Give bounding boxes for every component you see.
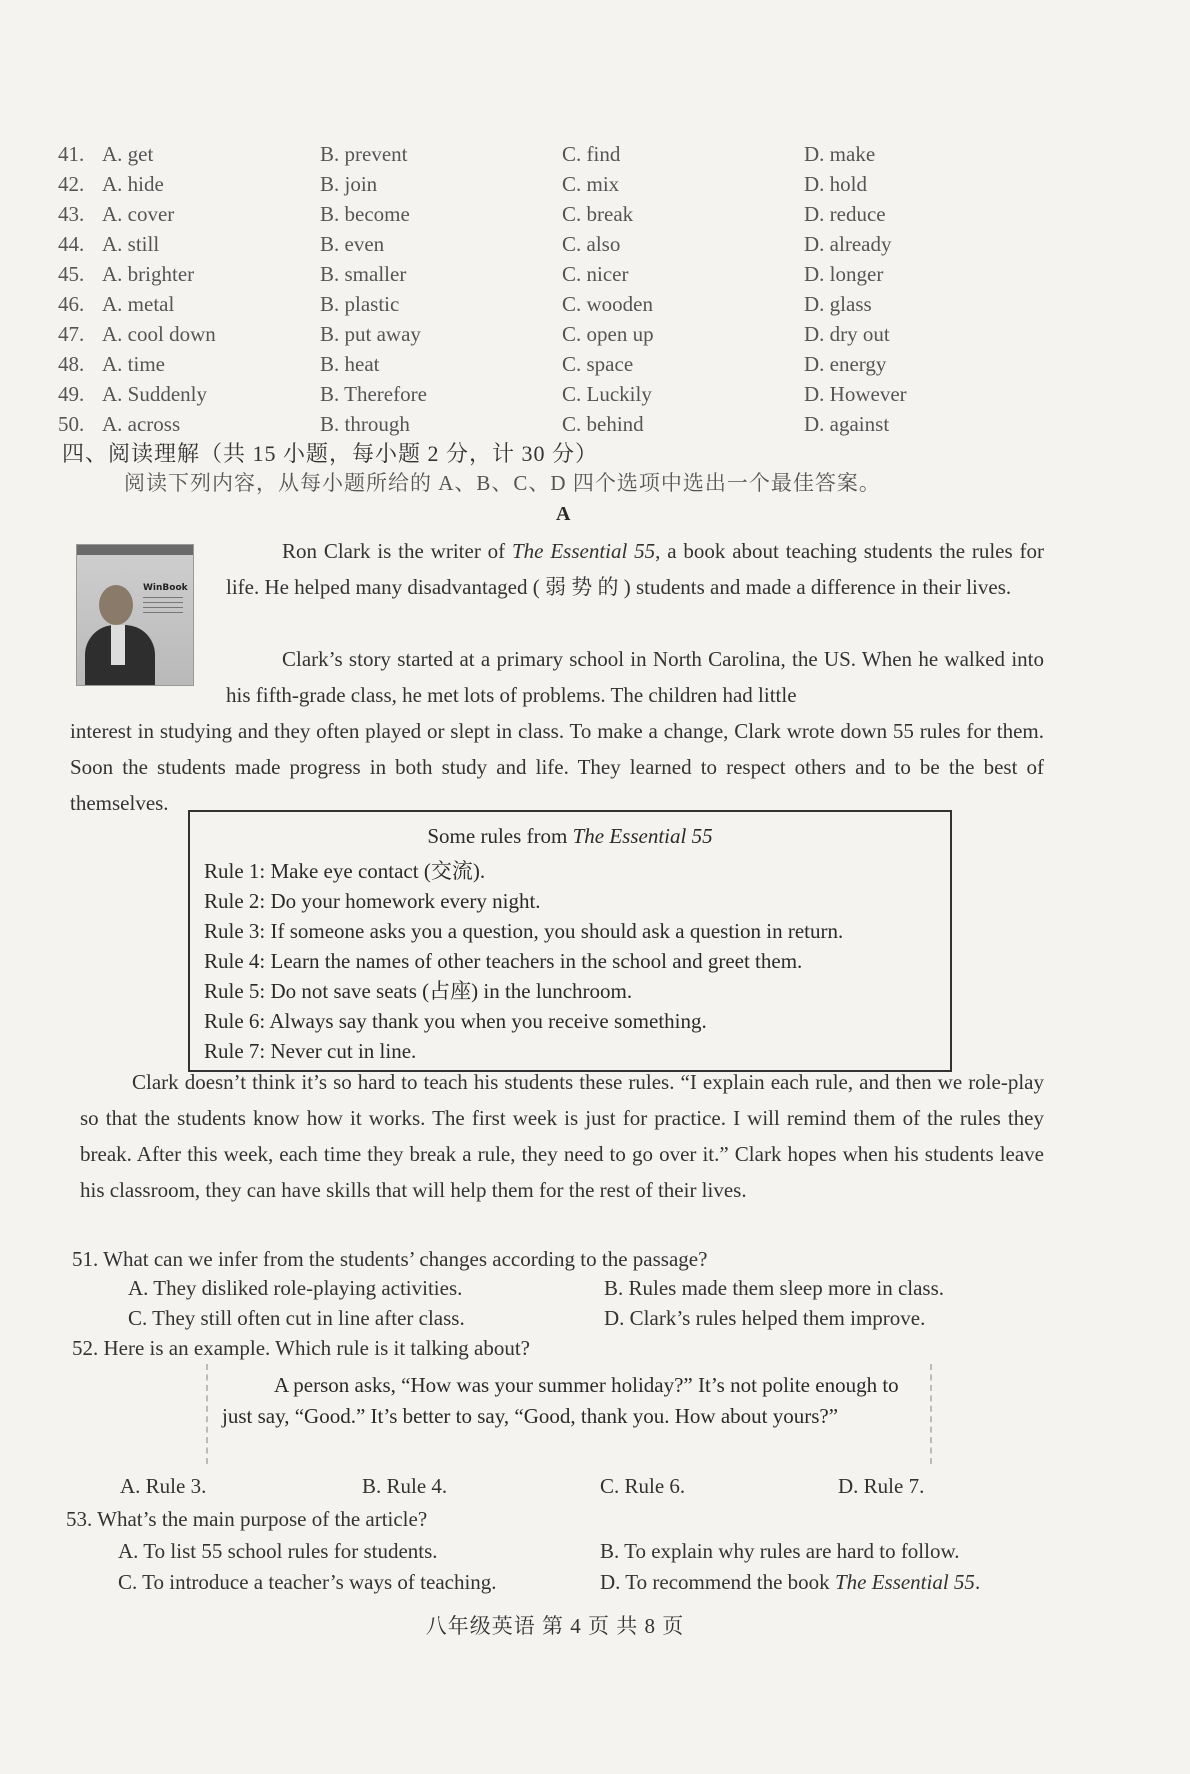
cloze-option-c[interactable]: C. mix	[562, 172, 620, 196]
cloze-option-d[interactable]: D. against	[804, 412, 890, 436]
q53-d-text: D. To recommend the book	[600, 1570, 835, 1594]
person-shirt	[111, 625, 125, 665]
cloze-row	[58, 262, 938, 292]
q53-d-book: The Essential 55	[834, 1570, 975, 1594]
rule-item: Rule 5: Do not save seats (占座) in the lunchroom.	[204, 979, 633, 1003]
p1-text-after: , a book about teaching students the rules for life. He helped many disadvantaged ( 弱 势 的 ) students and made a difference in their lives.	[226, 539, 1044, 599]
q51-option-d[interactable]: D. Clark’s rules helped them improve.	[604, 1306, 926, 1330]
cloze-row	[58, 142, 938, 172]
q51-option-a[interactable]: A. They disliked role-playing activities.	[128, 1276, 463, 1300]
cloze-option-c[interactable]: C. open up	[562, 322, 654, 346]
cloze-option-d[interactable]: D. However	[804, 382, 907, 406]
cloze-option-b[interactable]: B. become	[320, 202, 410, 226]
cloze-question-number: 47.	[58, 322, 85, 346]
cloze-option-a[interactable]: A. cool down	[102, 322, 216, 346]
question-53-stem: 53. What’s the main purpose of the article?	[66, 1507, 428, 1531]
cloze-question-number: 44.	[58, 232, 85, 256]
cloze-option-d[interactable]: D. glass	[804, 292, 872, 316]
rule-item: Rule 4: Learn the names of other teachers in the school and greet them.	[204, 949, 803, 973]
cloze-option-a[interactable]: A. across	[102, 412, 181, 436]
cloze-option-a[interactable]: A. metal	[102, 292, 175, 316]
cloze-options	[58, 142, 938, 442]
example-box	[206, 1364, 932, 1464]
rules-title-book: The Essential 55	[572, 824, 713, 848]
q51-option-c[interactable]: C. They still often cut in line after class.	[128, 1306, 465, 1330]
book-spine	[77, 545, 193, 555]
cloze-option-c[interactable]: C. space	[562, 352, 634, 376]
cloze-question-number: 48.	[58, 352, 85, 376]
cloze-option-d[interactable]: D. already	[804, 232, 892, 256]
cloze-option-b[interactable]: B. through	[320, 412, 410, 436]
rules-title	[190, 824, 950, 849]
q52-option-c[interactable]: C. Rule 6.	[600, 1474, 686, 1498]
cloze-option-b[interactable]: B. plastic	[320, 292, 400, 316]
cloze-question-number: 45.	[58, 262, 85, 286]
q51-option-b[interactable]: B. Rules made them sleep more in class.	[604, 1276, 945, 1300]
example-text: A person asks, “How was your summer holiday?” It’s not polite enough to just say, “Good.” It’s better to say, “Good, thank you. How about yours?”	[222, 1373, 899, 1428]
cloze-option-d[interactable]: D. longer	[804, 262, 884, 286]
q53-option-d[interactable]	[600, 1570, 980, 1595]
q53-option-a[interactable]: A. To list 55 school rules for students.	[118, 1539, 438, 1563]
rule-item: Rule 3: If someone asks you a question, you should ask a question in return.	[204, 919, 844, 943]
cloze-option-b[interactable]: B. heat	[320, 352, 380, 376]
rules-title-text: Some rules from	[427, 824, 573, 848]
page-footer: 八年级英语 第 4 页 共 8 页	[425, 1614, 685, 1638]
cloze-option-c[interactable]: C. wooden	[562, 292, 653, 316]
book-cover-lines	[143, 597, 183, 615]
book-title: The Essential 55	[511, 539, 656, 563]
cloze-option-c[interactable]: C. nicer	[562, 262, 629, 286]
cloze-option-b[interactable]: B. join	[320, 172, 378, 196]
cloze-option-b[interactable]: B. Therefore	[320, 382, 427, 406]
cloze-option-d[interactable]: D. make	[804, 142, 876, 166]
cloze-question-number: 41.	[58, 142, 85, 166]
paragraph-3: Clark doesn’t think it’s so hard to teach his students these rules. “I explain each rule, and then we role-play so that the students know how it works. The first week is just for practice. I will remind them of the rules they break. After this week, each time they break a rule, they need to go over it.” Clark hopes when his students leave his classroom, they can have skills that will help them for the rest of their lives.	[80, 1070, 1044, 1202]
cloze-question-number: 42.	[58, 172, 85, 196]
cloze-question-number: 46.	[58, 292, 85, 316]
cloze-option-c[interactable]: C. find	[562, 142, 621, 166]
section-instruction: 阅读下列内容，从每小题所给的 A、B、C、D 四个选项中选出一个最佳答案。	[124, 471, 881, 495]
cloze-option-d[interactable]: D. dry out	[804, 322, 890, 346]
cloze-option-a[interactable]: A. still	[102, 232, 160, 256]
q52-option-a[interactable]: A. Rule 3.	[120, 1474, 207, 1498]
person-head	[99, 585, 133, 625]
cloze-row	[58, 322, 938, 352]
rules-box	[188, 810, 952, 1072]
question-52-stem: 52. Here is an example. Which rule is it talking about?	[72, 1336, 530, 1360]
book-cover-title: WinBook	[143, 583, 188, 593]
cloze-question-number: 49.	[58, 382, 85, 406]
cloze-question-number: 50.	[58, 412, 85, 436]
cloze-option-a[interactable]: A. brighter	[102, 262, 195, 286]
rule-item: Rule 7: Never cut in line.	[204, 1039, 417, 1063]
cloze-option-a[interactable]: A. Suddenly	[102, 382, 207, 406]
cloze-option-b[interactable]: B. prevent	[320, 142, 408, 166]
rule-item: Rule 2: Do your homework every night.	[204, 889, 541, 913]
cloze-option-a[interactable]: A. hide	[102, 172, 164, 196]
paragraph-1	[226, 533, 1044, 605]
section-title: 四、阅读理解（共 15 小题，每小题 2 分，计 30 分）	[62, 441, 599, 466]
cloze-row	[58, 352, 938, 382]
q52-option-b[interactable]: B. Rule 4.	[362, 1474, 448, 1498]
cloze-row	[58, 172, 938, 202]
rules-list	[204, 856, 843, 1066]
q52-option-d[interactable]: D. Rule 7.	[838, 1474, 925, 1498]
cloze-row	[58, 292, 938, 322]
question-51-stem: 51. What can we infer from the students’ changes according to the passage?	[72, 1247, 708, 1271]
paragraph-2: Clark’s story started at a primary school in North Carolina, the US. When he walked into his fifth-grade class, he met lots of problems. The children had little	[226, 647, 1044, 707]
cloze-option-d[interactable]: D. energy	[804, 352, 887, 376]
q53-d-end: .	[974, 1570, 981, 1594]
rule-item: Rule 6: Always say thank you when you receive something.	[204, 1009, 707, 1033]
cloze-option-a[interactable]: A. cover	[102, 202, 175, 226]
p1-text: Ron Clark is the writer of	[282, 539, 512, 563]
q53-option-c[interactable]: C. To introduce a teacher’s ways of teaching.	[118, 1570, 497, 1594]
cloze-option-c[interactable]: C. Luckily	[562, 382, 652, 406]
cloze-option-a[interactable]: A. time	[102, 352, 165, 376]
cloze-row	[58, 202, 938, 232]
cloze-option-c[interactable]: C. also	[562, 232, 621, 256]
rule-item: Rule 1: Make eye contact (交流).	[204, 859, 486, 883]
paragraph-2-continued: interest in studying and they often played or slept in class. To make a change, Clark wrote down 55 rules for them. Soon the students made progress in both study and life. They learned to respect others and to be the best of themselves.	[70, 719, 1044, 815]
passage-label: A	[556, 503, 571, 525]
cloze-row	[58, 382, 938, 412]
cloze-row	[58, 232, 938, 262]
cloze-option-b[interactable]: B. put away	[320, 322, 421, 346]
cloze-question-number: 43.	[58, 202, 85, 226]
cloze-option-c[interactable]: C. behind	[562, 412, 644, 436]
cloze-option-b[interactable]: B. even	[320, 232, 385, 256]
q53-option-b[interactable]: B. To explain why rules are hard to follow.	[600, 1539, 960, 1563]
cloze-option-c[interactable]: C. break	[562, 202, 634, 226]
cloze-option-d[interactable]: D. reduce	[804, 202, 886, 226]
book-cover-image	[76, 544, 194, 686]
cloze-option-d[interactable]: D. hold	[804, 172, 867, 196]
cloze-option-b[interactable]: B. smaller	[320, 262, 407, 286]
cloze-option-a[interactable]: A. get	[102, 142, 154, 166]
